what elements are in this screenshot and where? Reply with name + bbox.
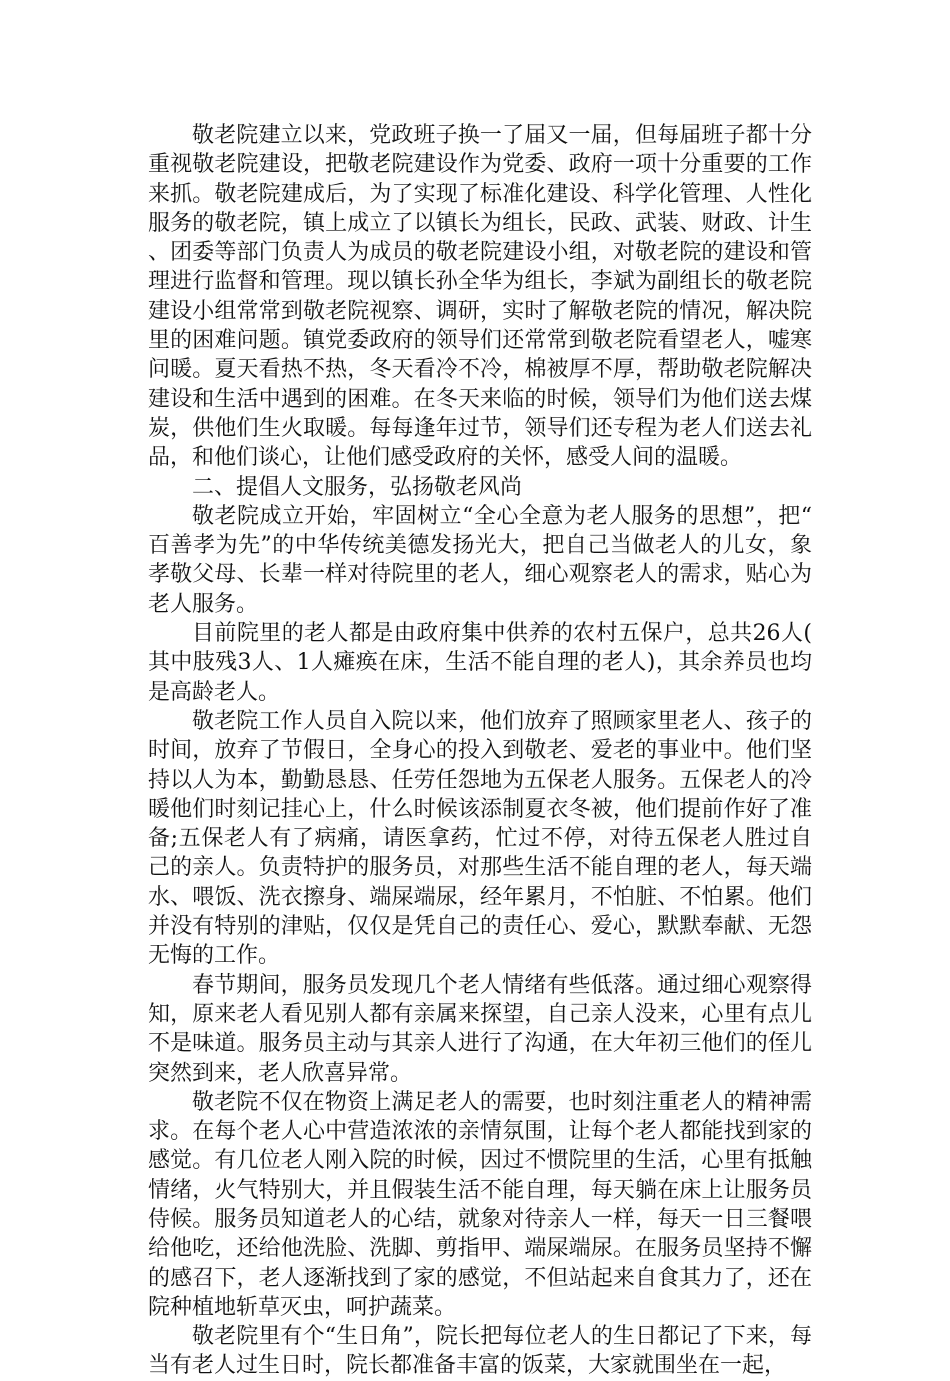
paragraph-residents: 目前院里的老人都是由政府集中供养的农村五保户，总共26人(其中肢残3人、1人瘫痪在床，生活不能自理的老人)，其余养员也均是高龄老人。	[148, 621, 812, 705]
paragraph-leadership-support: 敬老院建立以来，党政班子换一了届又一届，但每届班子都十分重视敬老院建设，把敬老院建设作为党委、政府一项十分重要的工作来抓。敬老院建成后，为了实现了标准化建设、科学化管理、人性化服务的敬老院，镇上成立了以镇长为组长，民政、武装、财政、计生、团委等部门负责人为成员的敬老院建设小组，对敬老院的建设和管理进行监督和管理。现以镇长孙全华为组长，李斌为副组长的敬老院建设小组常常到敬老院视察、调研，实时了解敬老院的情况，解决院里的困难问题。镇党委政府的领导们还常常到敬老院看望老人，嘘寒问暖。夏天看热不热，冬天看冷不冷，棉被厚不厚，帮助敬老院解决建设和生活中遇到的困难。在冬天来临的时候，领导们为他们送去煤炭，供他们生火取暖。每每逢年过节，领导们还专程为老人们送去礼品，和他们谈心，让他们感受政府的关怀，感受人间的温暖。	[148, 123, 812, 471]
paragraph-staff-dedication: 敬老院工作人员自入院以来，他们放弃了照顾家里老人、孩子的时间，放弃了节假日，全身心的投入到敬老、爱老的事业中。他们坚持以人为本，勤勤恳恳、任劳任怨地为五保老人服务。五保老人的冷暖他们时刻记挂心上，什么时候该添制夏衣冬被，他们提前作好了准备;五保老人有了病痛，请医拿药，忙过不停，对待五保老人胜过自己的亲人。负责特护的服务员，对那些生活不能自理的老人，每天端水、喂饭、洗衣擦身、端屎端尿，经年累月，不怕脏、不怕累。他们并没有特别的津贴，仅仅是凭自己的责任心、爱心，默默奉献、无怨无悔的工作。	[148, 708, 812, 969]
paragraph-spring-festival: 春节期间，服务员发现几个老人情绪有些低落。通过细心观察得知，原来老人看见别人都有亲属来探望，自己亲人没来，心里有点儿不是味道。服务员主动与其亲人进行了沟通，在大年初三他们的侄儿突然到来，老人欣喜异常。	[148, 972, 812, 1086]
paragraph-service-philosophy: 敬老院成立开始，牢固树立“全心全意为老人服务的思想”，把“百善孝为先”的中华传统美德发扬光大，把自己当做老人的儿女，象孝敬父母、长辈一样对待院里的老人，细心观察老人的需求，贴心为老人服务。	[148, 503, 812, 617]
document-body	[148, 121, 812, 1381]
paragraph-spiritual-needs: 敬老院不仅在物资上满足老人的需要，也时刻注重老人的精神需求。在每个老人心中营造浓浓的亲情氛围，让每个老人都能找到家的感觉。有几位老人刚入院的时候，因过不惯院里的生活，心里有抵触情绪，火气特别大，并且假装生活不能自理，每天躺在床上让服务员侍候。服务员知道老人的心结，就象对待亲人一样，每天一日三餐喂给他吃，还给他洗脸、洗脚、剪指甲、端屎端尿。在服务员坚持不懈的感召下，老人逐渐找到了家的感觉，不但站起来自食其力了，还在院种植地斩草灭虫，呵护蔬菜。	[148, 1089, 812, 1320]
paragraph-birthday-corner: 敬老院里有个“生日角”，院长把每位老人的生日都记了下来，每当有老人过生日时，院长都准备丰富的饭菜，大家就围坐在一起，	[148, 1324, 812, 1379]
section-heading-humanistic-service: 二、提倡人文服务，弘扬敬老风尚	[192, 474, 523, 500]
